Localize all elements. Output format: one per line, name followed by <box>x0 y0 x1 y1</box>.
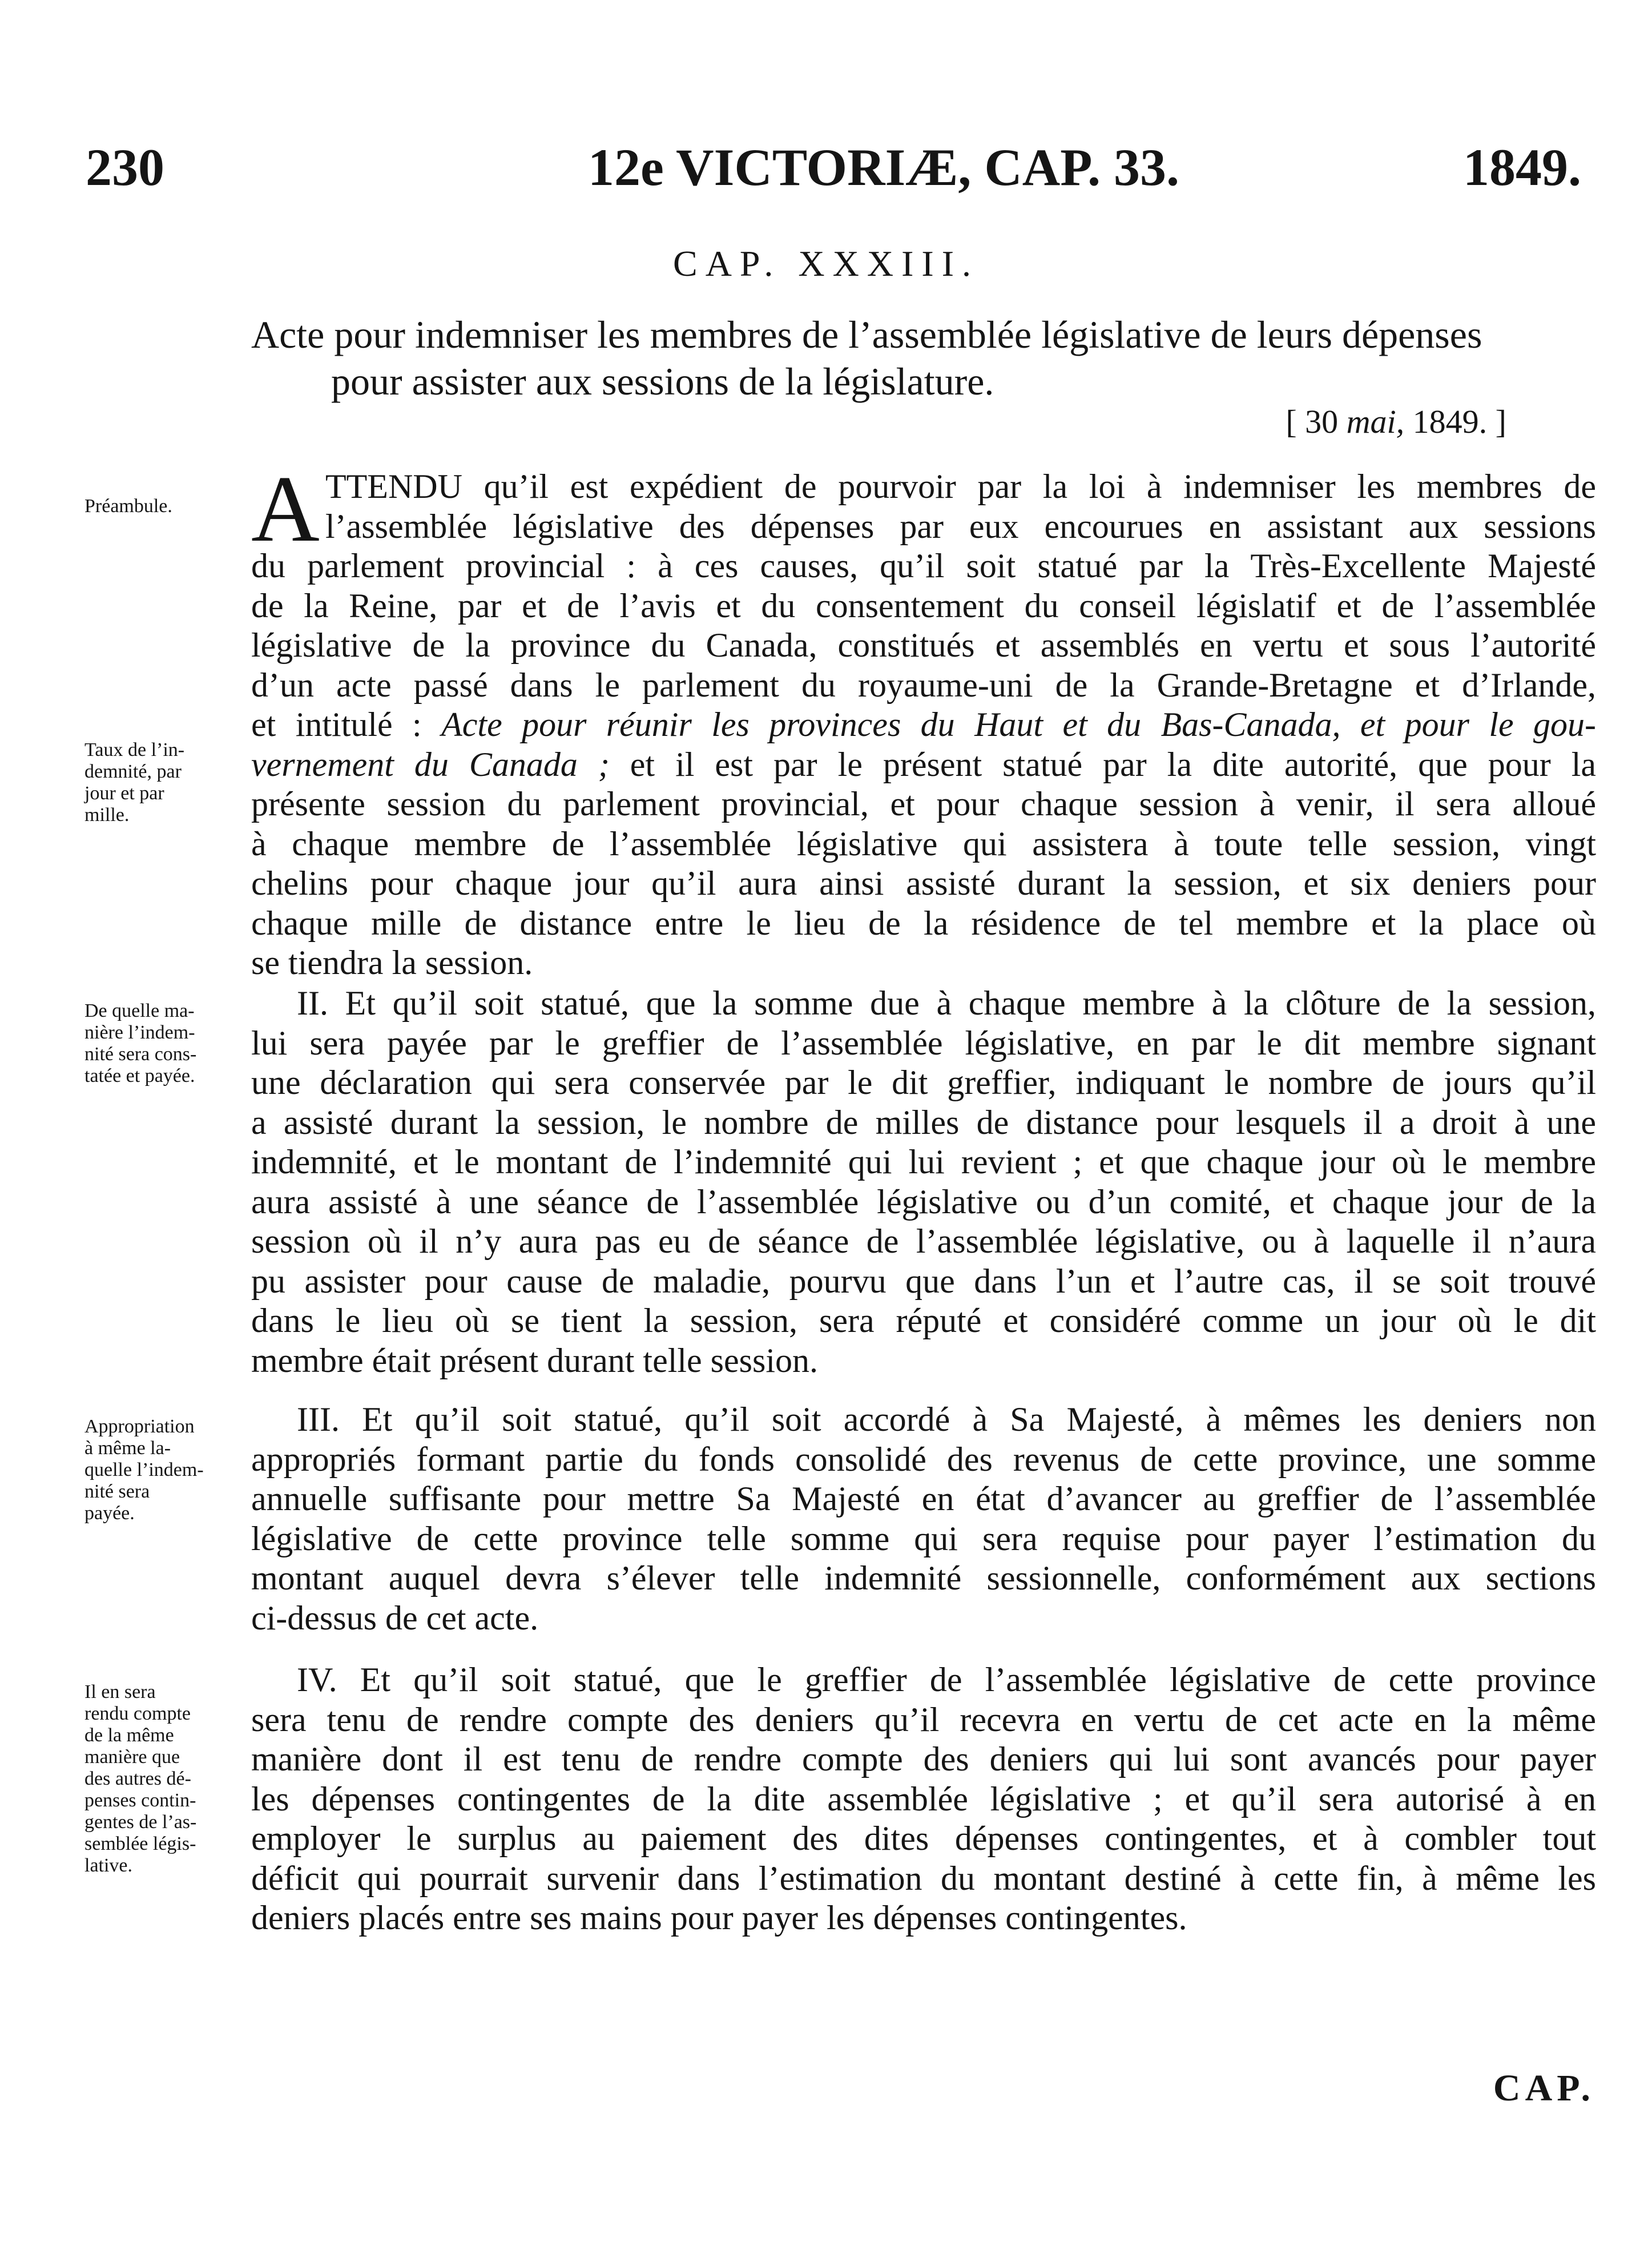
margin-note-line: à même la- <box>84 1438 171 1459</box>
text-line: ci-dessus de cet acte. <box>251 1599 539 1637</box>
act-date-close: 1849. ] <box>1404 403 1506 440</box>
text-line: manière dont il est tenu de rendre compte des deniers qui lui sont avancés pour payer <box>251 1740 1596 1778</box>
margin-note-line: des autres dé- <box>84 1768 191 1789</box>
text-line: une déclaration qui sera conservée par le dit greffier, indiquant le nombre de jours qu’il <box>251 1064 1596 1101</box>
margin-note-rate <box>84 739 250 826</box>
margin-note-line: Il en sera <box>84 1681 156 1702</box>
drop-cap: A <box>251 456 320 561</box>
margin-note-line: demnité, par <box>84 761 182 782</box>
text-line: indemnité, et le montant de l’indemnité qui lui revient ; et que chaque jour où le membre <box>251 1143 1596 1181</box>
margin-note-line: mille. <box>84 804 130 826</box>
act-citation: vernement du Canada ; <box>251 745 610 783</box>
margin-note-line: rendu compte <box>84 1703 191 1724</box>
chapter-heading: CAP. XXXIII. <box>673 243 979 284</box>
margin-note-line: payée. <box>84 1503 135 1524</box>
text-line: se tiendra la session. <box>251 944 533 981</box>
act-title-line-2: pour assister aux sessions de la législature. <box>331 360 994 403</box>
text-line: session où il n’y aura pas eu de séance de l’assemblée législative, ou à laquelle il n’aura <box>251 1222 1596 1260</box>
text-line: IV. Et qu’il soit statué, que le greffier de l’assemblée législative de cette province <box>297 1661 1596 1698</box>
margin-note-line: nité sera <box>84 1481 150 1502</box>
section-2 <box>251 984 1596 1380</box>
margin-note-line: quelle l’indem- <box>84 1459 204 1480</box>
text-line: III. Et qu’il soit statué, qu’il soit accordé à Sa Majesté, à mêmes les deniers non <box>297 1400 1596 1438</box>
text-line: l’assemblée législative des dépenses par eux encourues en assistant aux sessions <box>325 507 1596 545</box>
text-line: législative de la province du Canada, constitués et assemblés en vertu et sous l’autorité <box>251 626 1596 664</box>
text-run: et intitulé : <box>251 706 442 743</box>
margin-note-how-ascertained <box>84 1000 250 1087</box>
act-date-month: mai, <box>1346 403 1405 440</box>
text-line: présente session du parlement provincial, et pour chaque session à venir, il sera alloué <box>251 785 1596 823</box>
margin-note-line: Appropriation <box>84 1416 195 1437</box>
text-line: dans le lieu où se tient la session, sera réputé et considéré comme un jour où le dit <box>251 1302 1596 1339</box>
margin-note-line: nité sera cons- <box>84 1044 197 1065</box>
margin-note-appropriation <box>84 1416 250 1524</box>
margin-note-line: nière l’indem- <box>84 1022 195 1043</box>
margin-note-line: Taux de l’in- <box>84 739 185 760</box>
margin-note-line: de la même <box>84 1725 174 1746</box>
margin-note-line: manière que <box>84 1746 180 1768</box>
margin-note-line: jour et par <box>84 783 164 804</box>
text-line: chaque mille de distance entre le lieu de la résidence de tel membre et la place où <box>251 904 1596 942</box>
margin-note-line: penses contin- <box>84 1790 196 1811</box>
act-title <box>251 311 1587 405</box>
text-line: appropriés formant partie du fonds consolidé des revenus de cette province, une somme <box>251 1440 1596 1478</box>
section-4 <box>251 1660 1596 1938</box>
text-line: sera tenu de rendre compte des deniers qu’il recevra en vertu de cet acte en la même <box>251 1700 1596 1738</box>
text-line: à chaque membre de l’assemblée législative qui assistera à toute telle session, vingt <box>251 824 1596 863</box>
text-line <box>251 745 1596 785</box>
section-1 <box>251 456 1597 983</box>
catchword: CAP. <box>1493 2067 1595 2109</box>
margin-note-line: gentes de l’as- <box>84 1812 197 1833</box>
margin-note-accounting <box>84 1681 250 1877</box>
text-line: pu assister pour cause de maladie, pourvu que dans l’un et l’autre cas, il se soit trouvé <box>251 1262 1596 1300</box>
text-line: annuelle suffisante pour mettre Sa Majesté en état d’avancer au greffier de l’assemblée <box>251 1480 1596 1518</box>
text-line: a assisté durant la session, le nombre de milles de distance pour lesquels il a droit à une <box>251 1103 1596 1141</box>
header-year: 1849. <box>1463 138 1581 196</box>
margin-note-line: De quelle ma- <box>84 1000 195 1021</box>
text-line: d’un acte passé dans le parlement du royaume-uni de la Grande-Bretagne et d’Irlande, <box>251 666 1596 704</box>
act-date-open: [ 30 <box>1286 403 1347 440</box>
page-number: 230 <box>86 138 164 196</box>
text-line: TTENDU qu’il est expédient de pourvoir par la loi à indemniser les membres de <box>325 468 1596 505</box>
text-line <box>251 705 1596 745</box>
text-line: déficit qui pourrait survenir dans l’estimation du montant destiné à cette fin, à même les <box>251 1859 1596 1897</box>
act-date <box>1286 403 1506 441</box>
text-line: montant auquel devra s’élever telle indemnité sessionnelle, conformément aux sections <box>251 1559 1596 1597</box>
running-header <box>86 137 1581 206</box>
text-line: les dépenses contingentes de la dite assemblée législative ; et qu’il sera autorisé à en <box>251 1780 1596 1818</box>
text-run: et il est par le présent statué par la dite autorité, que pour la <box>609 745 1596 783</box>
text-line: employer le surplus au paiement des dites dépenses contingentes, et à combler tout <box>251 1820 1596 1857</box>
text-line: du parlement provincial : à ces causes, qu’il soit statué par la Très-Excellente Majesté <box>251 547 1596 585</box>
text-line: deniers placés entre ses mains pour payer les dépenses contingentes. <box>251 1899 1187 1937</box>
act-citation: Acte pour réunir les provinces du Haut et du Bas-Canada, et pour le gou- <box>441 706 1597 743</box>
text-line: de la Reine, par et de l’avis et du consentement du conseil législatif et de l’assemblée <box>251 586 1596 625</box>
margin-note-line: semblée légis- <box>84 1833 196 1854</box>
text-line: II. Et qu’il soit statué, que la somme due à chaque membre à la clôture de la session, <box>297 984 1596 1022</box>
section-3 <box>251 1400 1596 1638</box>
text-line: aura assisté à une séance de l’assemblée législative ou d’un comité, et chaque jour de la <box>251 1182 1596 1221</box>
margin-note-line: Préambule. <box>84 496 172 517</box>
text-line: législative de cette province telle somme qui sera requise pour payer l’estimation du <box>251 1519 1596 1557</box>
act-title-line-1: Acte pour indemniser les membres de l’assemblée législative de leurs dépenses <box>251 313 1482 356</box>
margin-note-preamble <box>84 496 250 517</box>
text-line: lui sera payée par le greffier de l’assemblée législative, en par le dit membre signant <box>251 1024 1596 1062</box>
running-title: 12e VICTORIÆ, CAP. 33. <box>588 138 1179 196</box>
text-line: membre était présent durant telle session. <box>251 1341 819 1379</box>
margin-note-line: tatée et payée. <box>84 1065 195 1086</box>
text-line: chelins pour chaque jour qu’il aura ainsi assisté durant la session, et six deniers pour <box>251 864 1596 902</box>
margin-note-line: lative. <box>84 1855 133 1876</box>
